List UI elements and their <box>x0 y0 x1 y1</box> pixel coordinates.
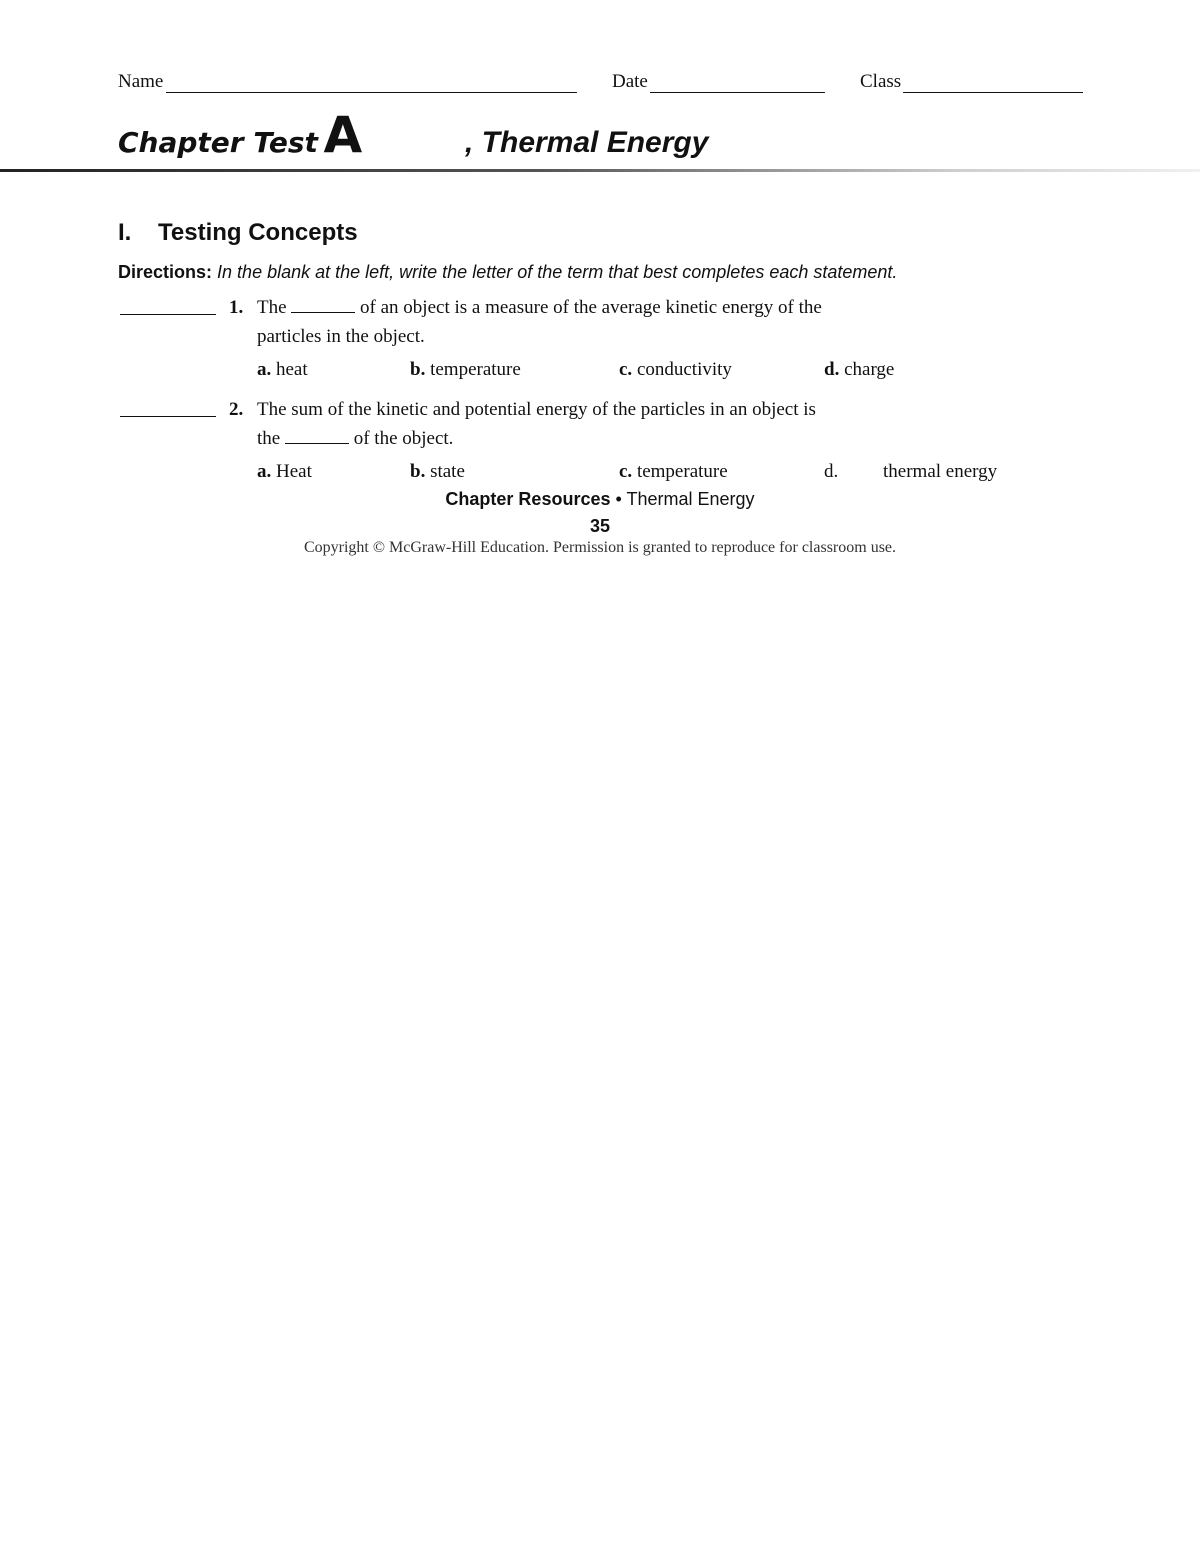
q1-option-d-text: charge <box>844 359 895 380</box>
title-chapter-test: Chapter Test <box>118 126 318 159</box>
q1-text-after-blank: of an object is a measure of the average kinetic energy of the <box>360 297 822 318</box>
q2-option-c <box>619 461 728 483</box>
q1-option-c-text: conductivity <box>636 359 732 380</box>
section-heading: Testing Concepts <box>158 219 358 246</box>
q1-option-b <box>410 359 521 381</box>
copyright-notice: Copyright © McGraw-Hill Education. Permission is granted to reproduce for classroom use. <box>303 539 897 556</box>
q1-option-b-letter: b. <box>410 359 426 380</box>
title-subtitle: , Thermal Energy <box>465 126 709 159</box>
title-letter: A <box>323 106 363 164</box>
q2-inline-blank <box>285 429 349 444</box>
q1-text-line2: particles in the object. <box>257 326 425 347</box>
q1-option-c-letter: c. <box>619 359 633 380</box>
q2-option-d-letter: d. <box>824 461 839 482</box>
directions-label: Directions: <box>118 262 213 282</box>
q1-option-d <box>824 359 894 381</box>
q2-option-a-letter: a. <box>257 461 272 482</box>
q2-text-before-blank: the <box>257 428 281 449</box>
q2-option-a <box>257 461 312 483</box>
name-field[interactable] <box>166 92 577 93</box>
question-text-q2 <box>257 395 917 453</box>
q2-option-b-letter: b. <box>410 461 426 482</box>
q1-option-a-letter: a. <box>257 359 272 380</box>
q2-option-b-text: state <box>430 461 465 482</box>
q1-option-a-text: heat <box>276 359 308 380</box>
q1-option-a <box>257 359 308 381</box>
date-field[interactable] <box>650 92 825 93</box>
q2-text-line1: The sum of the kinetic and potential energy of the particles in an object is <box>257 399 816 420</box>
section-number: I. <box>118 219 132 246</box>
q2-option-a-text: Heat <box>276 461 312 482</box>
q1-option-d-letter: d. <box>824 359 840 380</box>
q2-text-after-blank: of the object. <box>353 428 454 449</box>
q1-option-b-text: temperature <box>430 359 521 380</box>
name-label: Name <box>118 71 164 92</box>
answer-blank-q2[interactable] <box>120 416 216 417</box>
directions-text: In the blank at the left, write the letter of the term that best completes each statement. <box>217 262 898 282</box>
page-title <box>118 106 362 164</box>
footer-resources <box>0 489 1200 510</box>
q2-option-d-text: thermal energy <box>883 461 998 482</box>
date-label: Date <box>612 71 648 92</box>
title-divider <box>0 169 1200 172</box>
question-text-q1 <box>257 293 917 351</box>
answer-blank-q1[interactable] <box>120 314 216 315</box>
q1-text-before-blank: The <box>257 297 287 318</box>
question-number-q1: 1. <box>229 297 244 318</box>
q2-option-c-letter: c. <box>619 461 633 482</box>
question-number-q2: 2. <box>229 399 244 420</box>
footer-resources-topic: Thermal Energy <box>626 489 755 509</box>
footer-bullet: • <box>615 489 622 509</box>
page-number: 35 <box>589 516 611 536</box>
q2-option-b <box>410 461 465 483</box>
q1-inline-blank <box>291 298 355 313</box>
class-field[interactable] <box>903 92 1083 93</box>
q1-option-c <box>619 359 732 381</box>
footer-resources-label: Chapter Resources <box>445 489 611 509</box>
q2-option-c-text: temperature <box>636 461 728 482</box>
directions <box>118 262 897 283</box>
class-label: Class <box>860 71 902 92</box>
